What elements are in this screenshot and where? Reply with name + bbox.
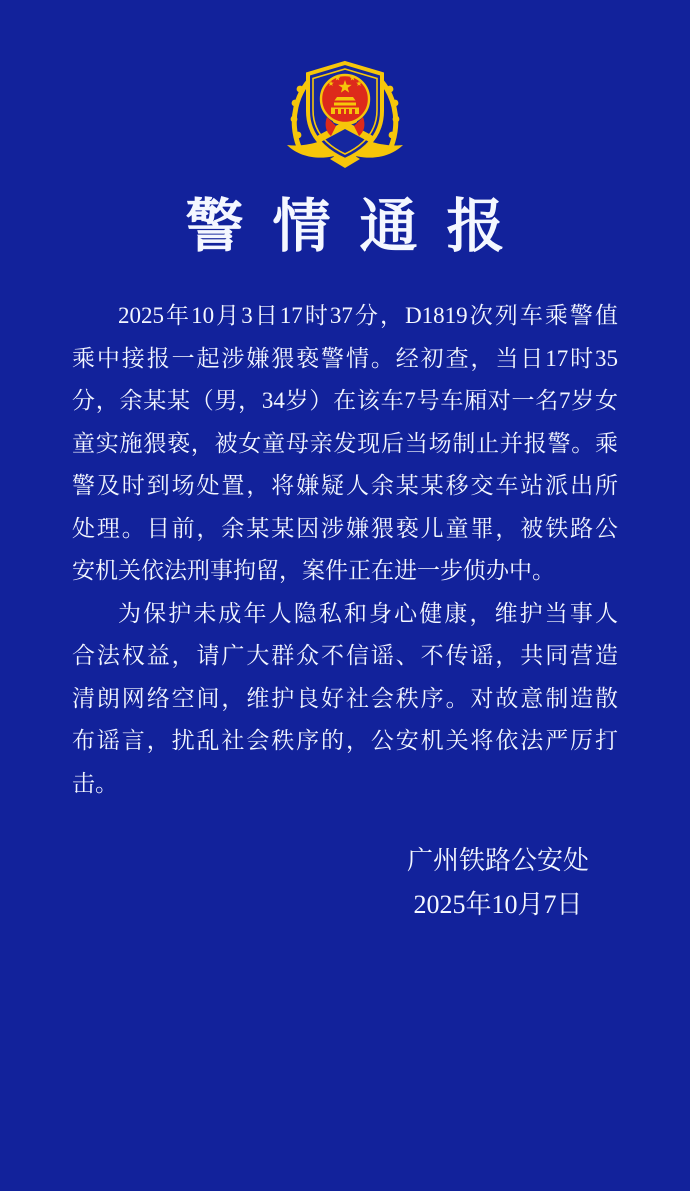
body-line: 为保护未成年人隐私和身心健康，维护当事人: [118, 600, 618, 626]
body-line: 乘中接报一起涉嫌猥亵警情。经初查，当日17时35: [72, 345, 618, 371]
body-line: 分，余某某（男，34岁）在该车7号车厢对一名7岁女: [72, 388, 618, 413]
body-line: 处理。目前，余某某因涉嫌猥亵儿童罪，被铁路公: [72, 515, 618, 541]
body-line: 合法权益，请广大群众不信谣、不传谣，共同营造: [72, 643, 618, 668]
body-line: 布谣言，扰乱社会秩序的，公安机关将依法严厉打: [72, 728, 618, 753]
body-line: 清朗网络空间，维护良好社会秩序。对故意制造散: [72, 685, 618, 711]
notice-body: [72, 295, 618, 805]
body-line: 安机关依法刑事拘留，案件正在进一步侦办中。: [72, 558, 555, 583]
issue-date: 2025年10月7日: [413, 890, 583, 919]
body-line: 警及时到场处置，将嫌疑人余某某移交车站派出所: [72, 473, 618, 498]
issuer-name: 广州铁路公安处: [406, 846, 589, 875]
body-line: 2025年10月3日17时37分，D1819次列车乘警值: [118, 303, 618, 328]
tiananmen-icon: [331, 97, 359, 114]
signature-block: [368, 839, 628, 927]
police-emblem-icon: [283, 55, 407, 169]
body-line: 童实施猥亵，被女童母亲发现后当场制止并报警。乘: [72, 430, 618, 456]
body-line: 击。: [72, 770, 118, 796]
notice-title: 警情通报: [185, 194, 534, 259]
